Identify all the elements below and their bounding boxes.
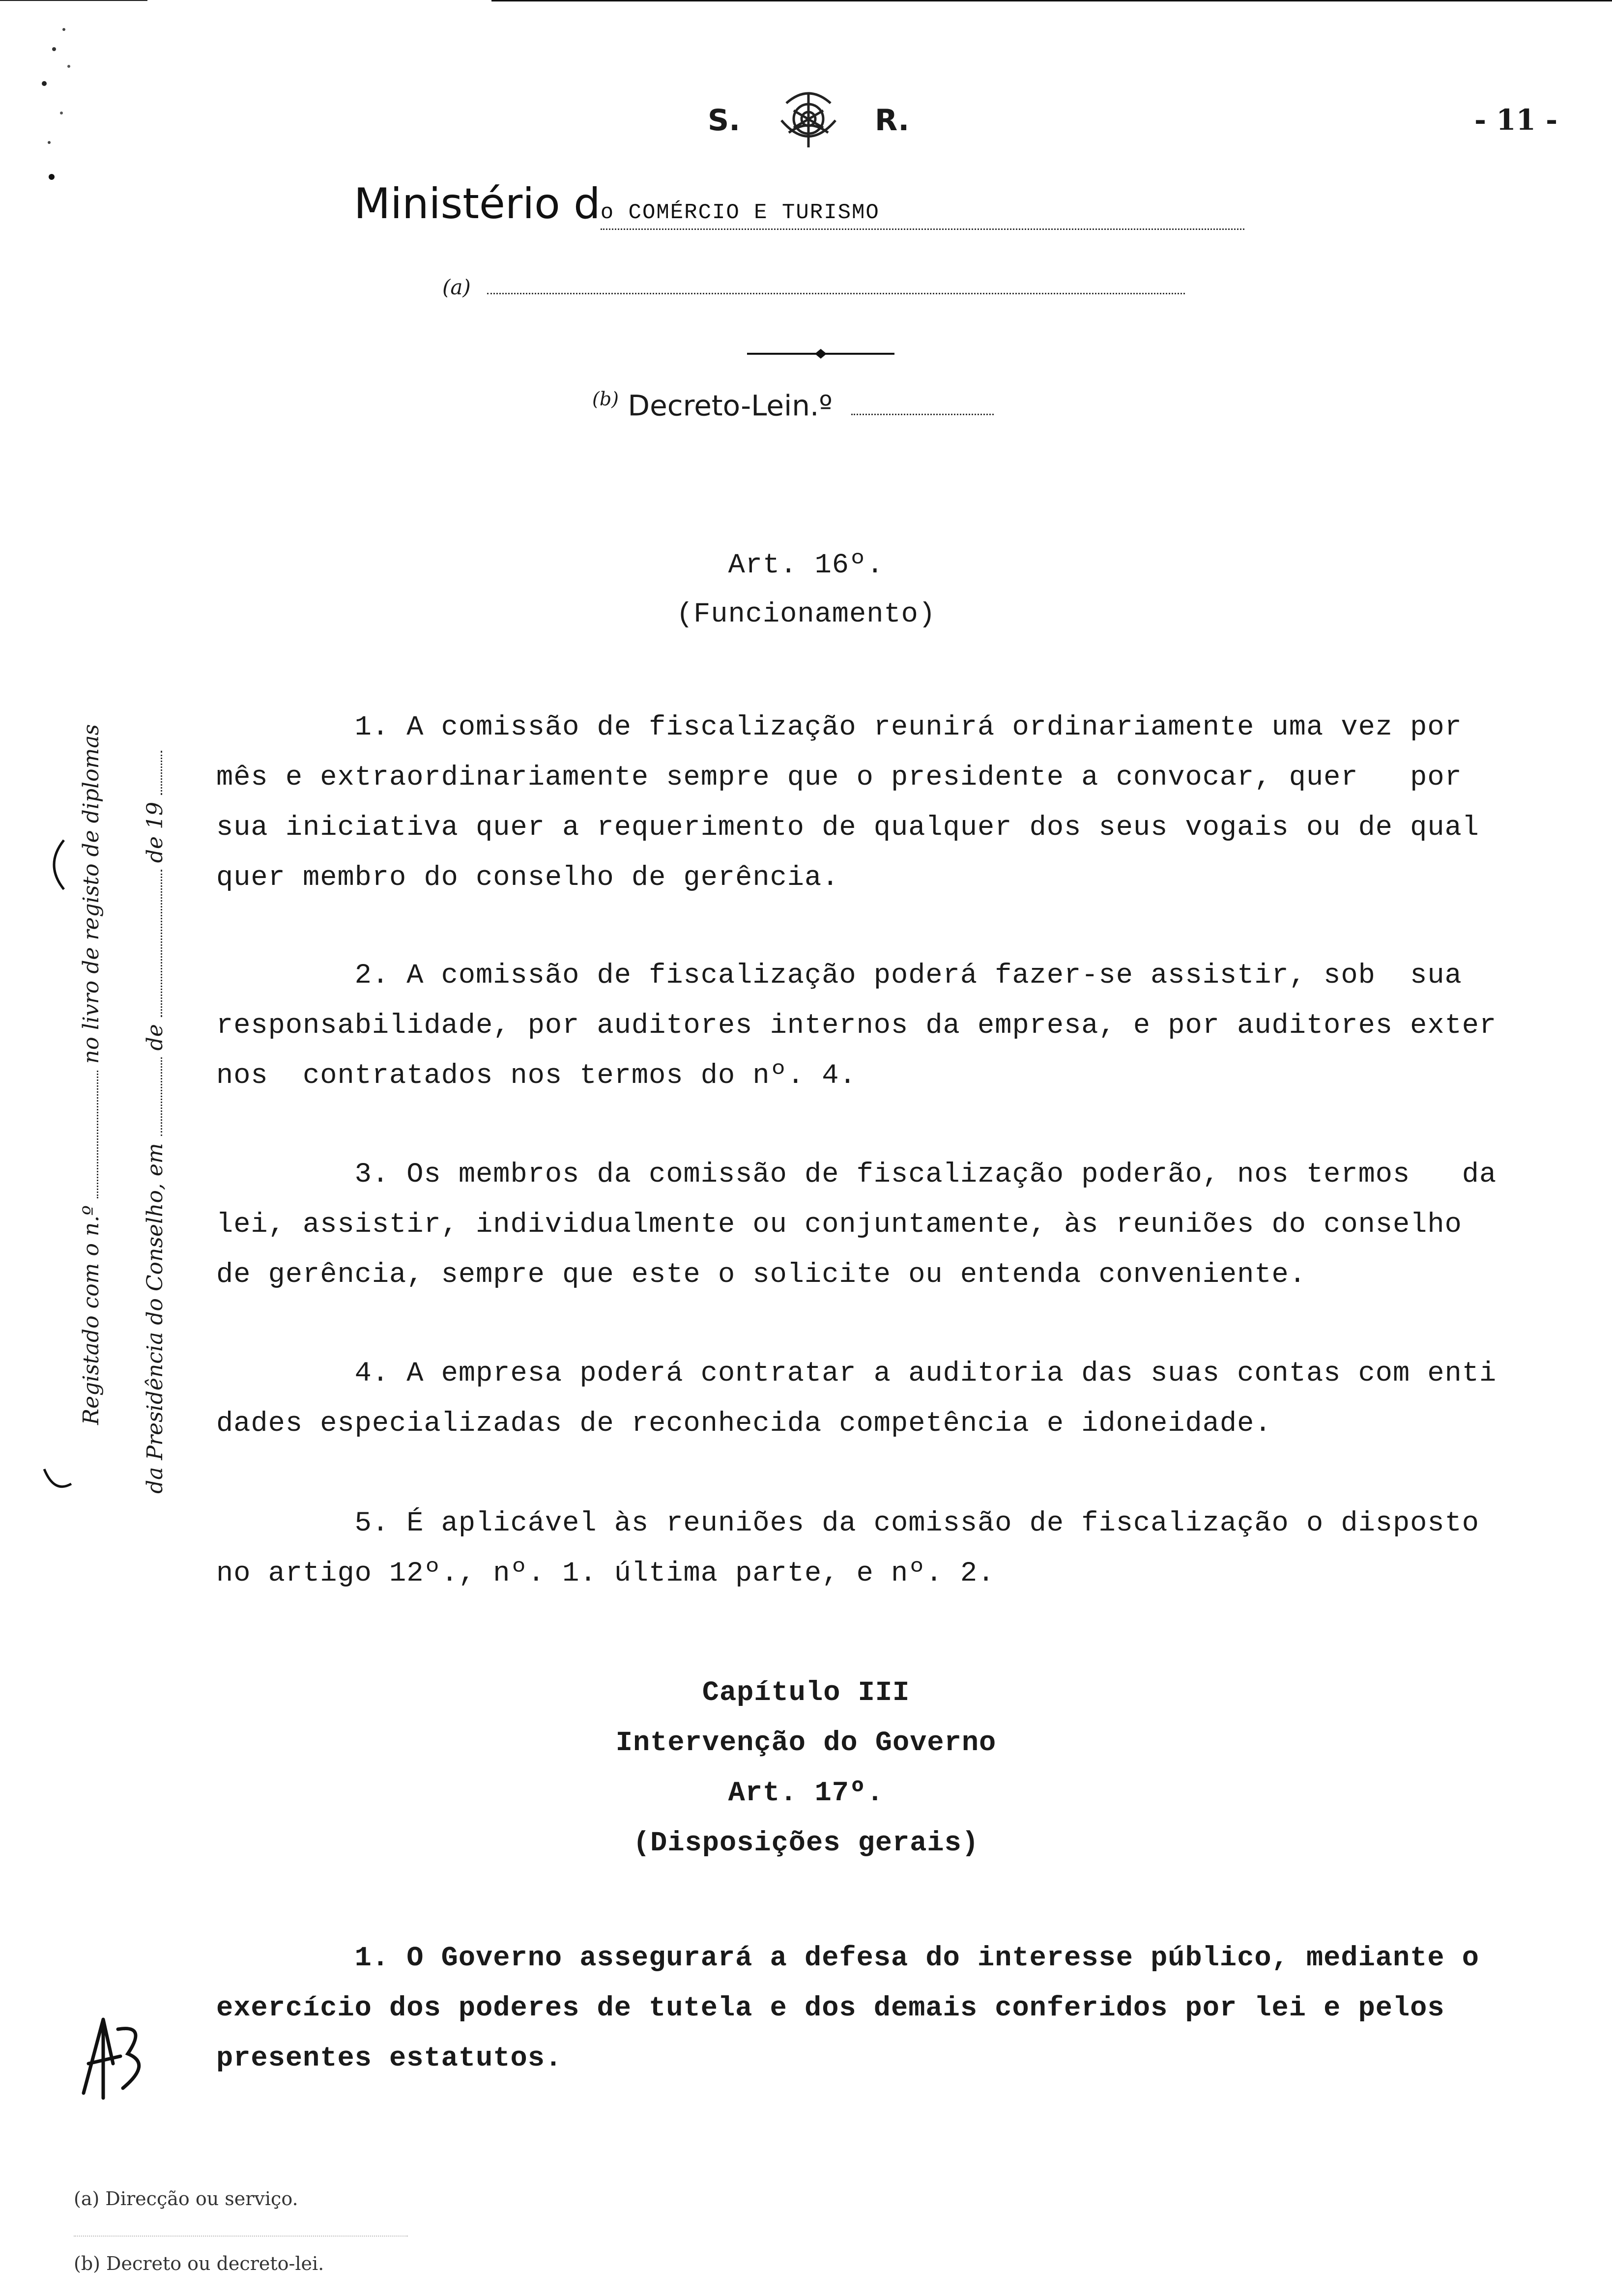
margin-month-field	[161, 870, 162, 1017]
text-line: lei, assistir, individualmente ou conjuntamente, às reuniões do conselho	[216, 1209, 1462, 1241]
margin-year-label: de 19	[143, 802, 168, 863]
text-line: 5. É aplicável às reuniões da comissão de fiscalização o disposto	[216, 1508, 1480, 1539]
text-line: 3. Os membros da comissão de fiscalização poderão, nos termos da	[216, 1159, 1497, 1191]
article-16-paragraph-1	[216, 703, 1479, 903]
article-16-paragraph-3	[216, 1150, 1497, 1300]
margin-registered-label: Registado com o n.º	[79, 1205, 104, 1425]
footnotes	[74, 2145, 324, 2296]
decree-label: Decreto-Lei	[628, 389, 792, 423]
service-label: (a)	[442, 275, 471, 299]
decree-footnote-mark: (b)	[592, 388, 619, 410]
ministry-line	[354, 179, 1244, 230]
header-s-letter: S.	[708, 103, 741, 138]
ministry-name: o COMÉRCIO E TURISMO	[600, 200, 880, 225]
chapter-subtitle: Intervenção do Governo	[615, 1728, 997, 1759]
text-line: de gerência, sempre que este o solicite ou entenda conveniente.	[216, 1259, 1306, 1291]
text-line: 2. A comissão de fiscalização poderá fazer-se assistir, sob sua	[216, 960, 1462, 992]
handwritten-initials-signature	[74, 2010, 152, 2103]
text-line: 1. O Governo assegurará a defesa do interesse público, mediante o	[216, 1943, 1480, 1974]
margin-line-2	[143, 751, 168, 1494]
coat-of-arms-icon	[772, 84, 845, 157]
text-line: responsabilidade, por auditores internos da empresa, e por auditores exter	[216, 1010, 1497, 1042]
margin-line-1	[79, 724, 104, 1425]
chapter-title: Capítulo III	[702, 1677, 910, 1709]
text-line: nos contratados nos termos do nº. 4.	[216, 1060, 857, 1092]
page-number: - 11 -	[1474, 103, 1558, 137]
article-17-paragraph-1	[216, 1933, 1479, 2084]
service-line	[442, 275, 1185, 299]
text-line: dades especializadas de reconhecida competência e idoneidade.	[216, 1408, 1272, 1440]
margin-number-field	[97, 1071, 98, 1198]
text-line: presentes estatutos.	[216, 2043, 563, 2074]
margin-specks	[20, 20, 88, 187]
article-16-paragraph-2	[216, 951, 1497, 1101]
text-line: no artigo 12º., nº. 1. última parte, e nº. 2.	[216, 1558, 995, 1589]
article-16-paragraph-5	[216, 1499, 1479, 1599]
footnote-b: (b) Decreto ou decreto-lei.	[74, 2253, 324, 2274]
text-line: quer membro do conselho de gerência.	[216, 862, 839, 894]
faint-print-code	[74, 2226, 408, 2237]
article-16-subtitle: (Funcionamento)	[676, 599, 936, 630]
text-line: 1. A comissão de fiscalização reunirá ordinariamente uma vez por	[216, 712, 1462, 743]
top-rule	[491, 0, 1612, 1]
footnote-a: (a) Direcção ou serviço.	[74, 2188, 298, 2210]
margin-day-field	[161, 1057, 162, 1136]
article-17-subtitle: (Disposições gerais)	[633, 1828, 979, 1859]
ministry-name-field	[601, 179, 1244, 230]
article-16-title: Art. 16º.	[728, 550, 884, 581]
article-16-paragraph-4	[216, 1349, 1497, 1449]
service-field	[487, 293, 1185, 294]
top-rule-left	[0, 0, 147, 1]
text-line: sua iniciativa quer a requerimento de qualquer dos seus vogais ou de qual	[216, 812, 1480, 844]
text-line: 4. A empresa poderá contratar a auditoria das suas contas com enti	[216, 1358, 1497, 1389]
separator-ornament	[747, 344, 894, 364]
decree-number-label: n.º	[792, 389, 833, 423]
margin-year-field	[161, 751, 162, 795]
registration-margin	[64, 590, 192, 1503]
header-r-letter: R.	[875, 103, 910, 138]
decree-number-field	[851, 414, 994, 415]
margin-brackets	[34, 835, 74, 1523]
ministry-label: Ministério d	[354, 179, 601, 228]
decree-line	[592, 388, 994, 422]
text-line: mês e extraordinariamente sempre que o presidente a convocar, quer por	[216, 762, 1462, 794]
article-17-title: Art. 17º.	[728, 1778, 884, 1809]
margin-book-label: no livro de registo de diplomas	[79, 724, 104, 1064]
text-line: exercício dos poderes de tutela e dos demais conferidos por lei e pelos	[216, 1993, 1445, 2024]
margin-presidency-label: da Presidência do Conselho, em	[143, 1143, 168, 1494]
margin-of-label: de	[143, 1024, 168, 1051]
state-header	[708, 98, 934, 157]
